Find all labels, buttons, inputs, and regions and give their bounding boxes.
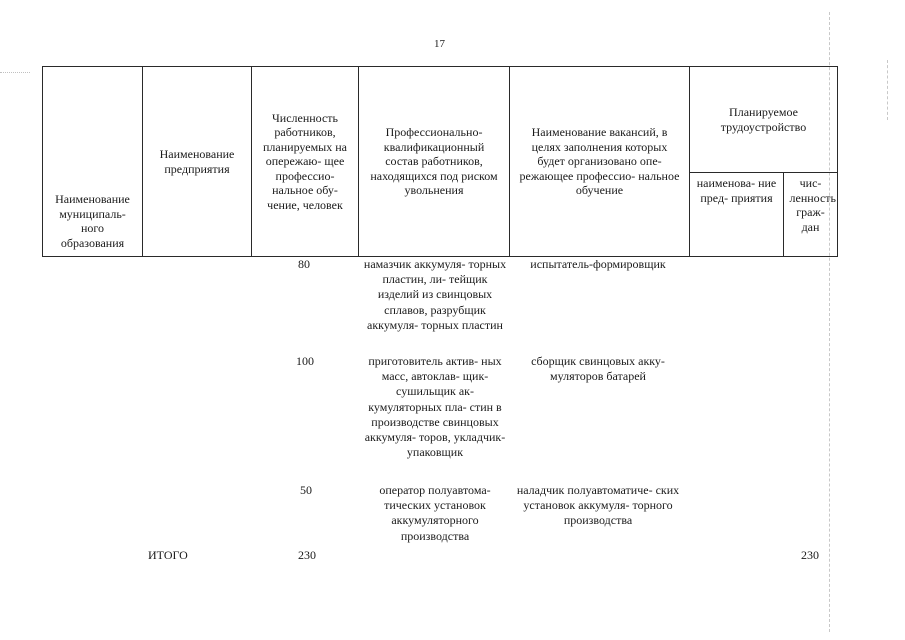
total-planned-count: 230	[801, 548, 819, 562]
row-2-count: 100	[296, 354, 314, 368]
header-planned-count: чис- ленность граж- дан	[784, 173, 838, 257]
header-worker-count: Численность работников, планируемых на опережаю- щее профессио- нальное обу- чение, человек	[252, 67, 359, 257]
page-number: 17	[434, 38, 445, 50]
row-1-vacancy: испытатель-формировщик	[530, 257, 666, 271]
table-header	[42, 66, 838, 257]
scan-artifact	[887, 60, 889, 120]
scan-artifact	[0, 72, 30, 74]
row-3-vacancy: наладчик полуавтоматиче- ских установок аккумуля- торного производства	[516, 483, 680, 528]
total-count: 230	[298, 548, 316, 562]
row-1-composition: намазчик аккумуля- торных пластин, ли- тейщик изделий из свинцовых сплавов, разрубщик аккумуля- торных пластин	[363, 257, 507, 332]
header-vacancies: Наименование вакансий, в целях заполнения которых будет организовано опе- режающее профессио- нальное обучение	[510, 67, 690, 257]
row-3-count: 50	[300, 483, 312, 497]
total-label: ИТОГО	[148, 548, 188, 562]
header-municipality: Наименование муниципаль- ного образования	[43, 67, 143, 257]
header-enterprise: Наименование предприятия	[143, 67, 252, 257]
row-2-vacancy: сборщик свинцовых акку- муляторов батарей	[531, 354, 665, 384]
row-1-count: 80	[298, 257, 310, 271]
header-composition: Профессионально- квалификационный состав работников, находящихся под риском увольнения	[359, 67, 510, 257]
header-planned-enterprise: наименова- ние пред- приятия	[690, 173, 784, 257]
row-2-composition: приготовитель актив- ных масс, автоклав- щик-сушильщик ак- кумуляторных пла- стин в производстве свинцовых аккумуля- торов, укладчик- упаковщик	[364, 354, 506, 460]
row-3-composition: оператор полуавтома- тических установок аккумуляторного производства	[379, 483, 491, 543]
header-planned-employment: Планируемое трудоустройство	[690, 67, 838, 173]
